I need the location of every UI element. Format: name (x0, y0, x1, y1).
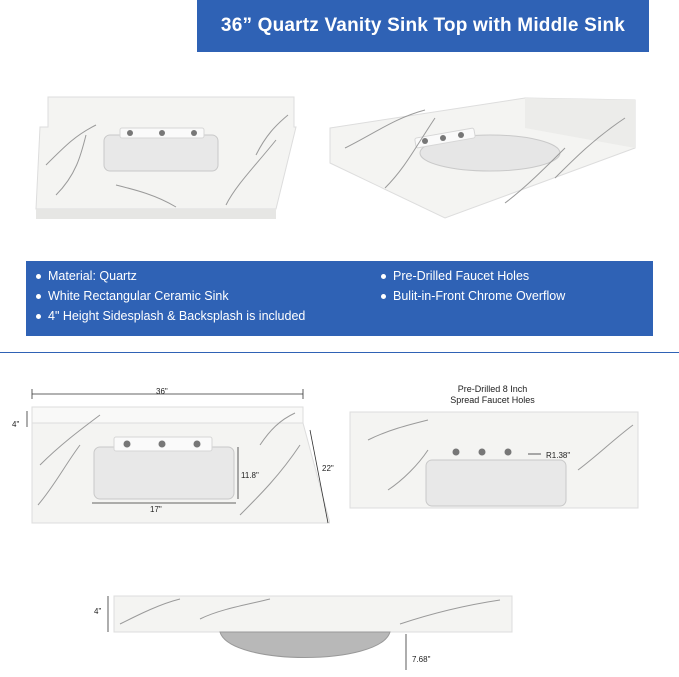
feature-item: Bulit-in-Front Chrome Overflow (381, 289, 565, 303)
radius-label: R1.38" (546, 451, 571, 460)
dimension-drawing-faucet (348, 410, 648, 510)
feature-item: 4" Height Sidesplash & Backsplash is included (36, 309, 305, 323)
dimension-drawing-side (100, 594, 530, 674)
bullet-icon (381, 294, 386, 299)
bullet-icon (36, 314, 41, 319)
bullet-icon (36, 274, 41, 279)
side-height-label: 4” (94, 607, 102, 616)
product-image-front (26, 95, 326, 255)
splash-height-label: 4" (12, 420, 20, 429)
feature-item: Material: Quartz (36, 269, 137, 283)
dimension-drawing-top (10, 385, 330, 560)
page-title: 36” Quartz Vanity Sink Top with Middle Sink (220, 15, 626, 36)
section-divider (0, 352, 679, 353)
faucet-caption: Pre-Drilled 8 Inch Spread Faucet Holes (450, 384, 535, 405)
bullet-icon (36, 294, 41, 299)
bowl-depth-label: 7.68" (412, 655, 431, 664)
depth-label: 22" (322, 464, 334, 473)
feature-item: White Rectangular Ceramic Sink (36, 289, 229, 303)
sink-depth-label: 11.8" (241, 471, 259, 480)
feature-item: Pre-Drilled Faucet Holes (381, 269, 529, 283)
title-banner (197, 0, 649, 52)
width-dimension-label: 36" (156, 387, 168, 396)
bullet-icon (381, 274, 386, 279)
features-panel (26, 261, 653, 336)
sink-width-label: 17" (150, 505, 162, 514)
product-image-angled (325, 88, 655, 228)
